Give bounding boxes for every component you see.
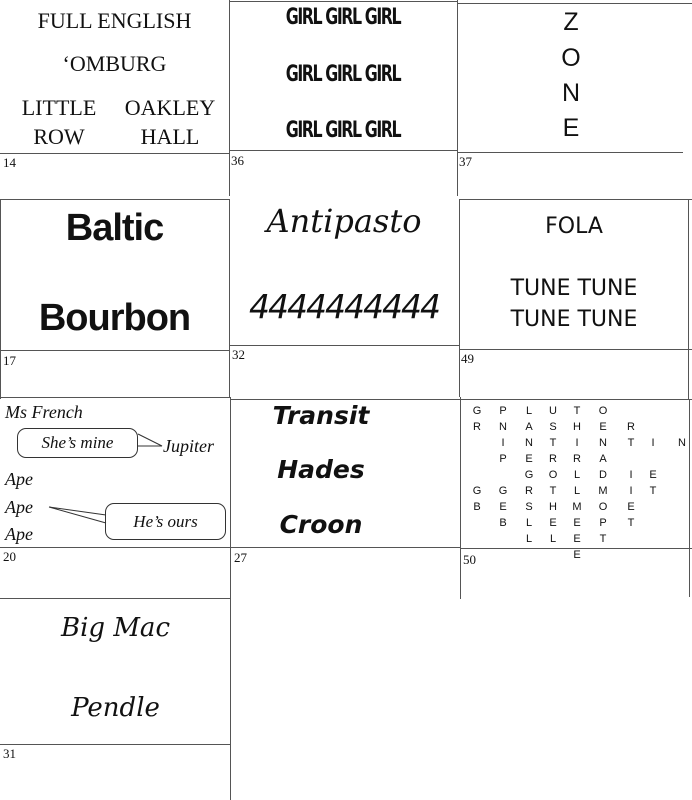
- clue-36: [229, 0, 457, 196]
- clue-31-line2: Pendle: [71, 693, 160, 723]
- grid-line: [460, 397, 461, 599]
- grid-letter: T: [573, 405, 581, 417]
- grid-letter: G: [472, 405, 482, 417]
- grid-letter: G: [472, 485, 482, 497]
- clue-49-line1: FOLA: [545, 214, 603, 239]
- grid-letter: L: [549, 533, 557, 545]
- clue-number: 50: [463, 552, 476, 567]
- divider: [0, 350, 229, 351]
- clue-number: 20: [3, 549, 16, 564]
- grid-line: [0, 199, 1, 399]
- speech-pointers: [0, 397, 231, 547]
- grid-letter: B: [473, 501, 481, 513]
- clue-31: [0, 597, 231, 797]
- clue-49-line2: TUNE TUNE: [510, 276, 638, 301]
- grid-letter: P: [499, 405, 507, 417]
- clue-14: [0, 0, 229, 196]
- clue-27-line2: Hades: [277, 455, 365, 484]
- divider: [461, 548, 692, 549]
- clue-20: [0, 397, 231, 597]
- divider: [231, 547, 461, 548]
- grid-letter: M: [572, 501, 582, 513]
- clue-27-line3: Croon: [279, 510, 363, 539]
- grid-letter: D: [599, 469, 607, 481]
- clue-number: 37: [459, 154, 472, 169]
- grid-letter: R: [549, 453, 557, 465]
- grid-letter: A: [599, 453, 607, 465]
- grid-letter: I: [651, 437, 655, 449]
- divider: [0, 744, 231, 745]
- grid-letter: L: [525, 405, 533, 417]
- grid-letter: B: [499, 517, 507, 529]
- divider: [229, 345, 459, 346]
- grid-letter: S: [549, 421, 557, 433]
- ape-label-2: Ape: [5, 497, 33, 517]
- grid-letter: O: [598, 501, 608, 513]
- grid-letter: E: [599, 421, 607, 433]
- grid-letter: E: [627, 501, 635, 513]
- speech-bubble-shes-mine: She’s mine: [17, 428, 138, 458]
- clue-17: [0, 199, 229, 397]
- clue-number: 17: [3, 353, 16, 368]
- grid-letter: E: [573, 533, 581, 545]
- clue-49-line3: TUNE TUNE: [510, 307, 638, 332]
- grid-letter: A: [525, 421, 533, 433]
- divider: [459, 199, 692, 200]
- grid-letter: R: [573, 453, 581, 465]
- clue-14-left-top: LITTLE: [21, 95, 97, 120]
- divider: [231, 399, 461, 400]
- divider: [229, 1, 457, 2]
- clue-37-letter-n: N: [561, 79, 581, 107]
- clue-32: [229, 197, 459, 397]
- grid-letter: T: [549, 437, 557, 449]
- divider: [457, 3, 692, 4]
- clue-17-line1: Baltic: [65, 207, 164, 249]
- grid-line: [229, 0, 230, 196]
- clue-27: [231, 397, 461, 597]
- speech-bubble-hes-ours: He’s ours: [105, 503, 226, 540]
- grid-letter: E: [573, 549, 581, 561]
- grid-letter: S: [525, 501, 533, 513]
- grid-letter: R: [473, 421, 481, 433]
- grid-letter: I: [575, 437, 579, 449]
- grid-letter: O: [548, 469, 558, 481]
- divider: [459, 349, 692, 350]
- grid-line: [689, 400, 690, 597]
- grid-letter: T: [627, 437, 635, 449]
- clue-37-letter-o: O: [561, 44, 581, 72]
- clue-37: [457, 0, 692, 196]
- divider: [457, 152, 683, 153]
- grid-letter: N: [599, 437, 607, 449]
- grid-letter: L: [573, 469, 581, 481]
- grid-letter: P: [499, 453, 507, 465]
- clue-27-line1: Transit: [272, 401, 370, 430]
- clue-number: 14: [3, 155, 16, 170]
- clue-14-left-bottom: ROW: [33, 124, 85, 149]
- divider: [0, 547, 231, 548]
- clue-number: 36: [231, 153, 244, 168]
- clue-49: [459, 199, 692, 397]
- grid-letter: L: [525, 533, 533, 545]
- divider: [0, 598, 231, 599]
- grid-letter: T: [627, 517, 635, 529]
- grid-letter: P: [599, 517, 607, 529]
- grid-letter: N: [678, 437, 686, 449]
- grid-line: [459, 199, 460, 397]
- grid-letter: H: [549, 501, 557, 513]
- grid-letter: E: [573, 517, 581, 529]
- clue-14-right-top: OAKLEY: [124, 95, 216, 120]
- ms-french-label: Ms French: [5, 402, 83, 422]
- clue-36-row3: GIRL GIRL GIRL: [285, 118, 401, 143]
- grid-letter: E: [649, 469, 657, 481]
- clue-50: [461, 397, 692, 597]
- grid-letter: R: [525, 485, 533, 497]
- grid-letter: O: [598, 405, 608, 417]
- clue-32-line2: 4444444444: [249, 287, 439, 326]
- jupiter-label: Jupiter: [163, 436, 214, 456]
- grid-line: [229, 199, 230, 398]
- grid-letter: T: [599, 533, 607, 545]
- grid-letter: I: [501, 437, 505, 449]
- grid-line: [457, 0, 458, 196]
- grid-letter: G: [498, 485, 508, 497]
- grid-letter: G: [524, 469, 534, 481]
- grid-letter: E: [499, 501, 507, 513]
- divider: [0, 153, 229, 154]
- grid-letter: I: [629, 485, 633, 497]
- clue-17-line2: Bourbon: [38, 297, 191, 339]
- grid-letter: I: [629, 469, 633, 481]
- clue-37-letter-z: Z: [563, 8, 579, 36]
- grid-letter: L: [573, 485, 581, 497]
- grid-letter: E: [549, 517, 557, 529]
- grid-letter: M: [598, 485, 608, 497]
- clue-14-right-bottom: HALL: [140, 124, 200, 149]
- grid-letter: T: [649, 485, 657, 497]
- divider: [0, 199, 229, 200]
- clue-14-line2: ‘OMBURG: [62, 51, 167, 76]
- clue-37-letter-e: E: [562, 114, 580, 142]
- clue-36-row1: GIRL GIRL GIRL: [285, 5, 401, 30]
- grid-letter: E: [525, 453, 533, 465]
- divider: [229, 150, 457, 151]
- grid-letter: H: [573, 421, 581, 433]
- grid-letter: N: [525, 437, 533, 449]
- clue-number: 31: [3, 746, 16, 761]
- ape-label-3: Ape: [5, 524, 33, 544]
- clue-number: 32: [232, 347, 245, 362]
- grid-letter: N: [499, 421, 507, 433]
- clue-36-row2: GIRL GIRL GIRL: [285, 62, 401, 87]
- grid-letter: R: [627, 421, 635, 433]
- clue-32-line1: Antipasto: [266, 202, 422, 240]
- clue-number: 27: [234, 550, 247, 565]
- clue-14-line1: FULL ENGLISH: [37, 8, 192, 33]
- grid-letter: T: [549, 485, 557, 497]
- clue-31-line1: Big Mac: [60, 613, 170, 643]
- clue-number: 49: [461, 351, 474, 366]
- grid-line: [230, 397, 231, 800]
- ape-label-1: Ape: [5, 469, 33, 489]
- grid-letter: U: [549, 405, 557, 417]
- grid-letter: L: [525, 517, 533, 529]
- grid-line: [688, 199, 689, 399]
